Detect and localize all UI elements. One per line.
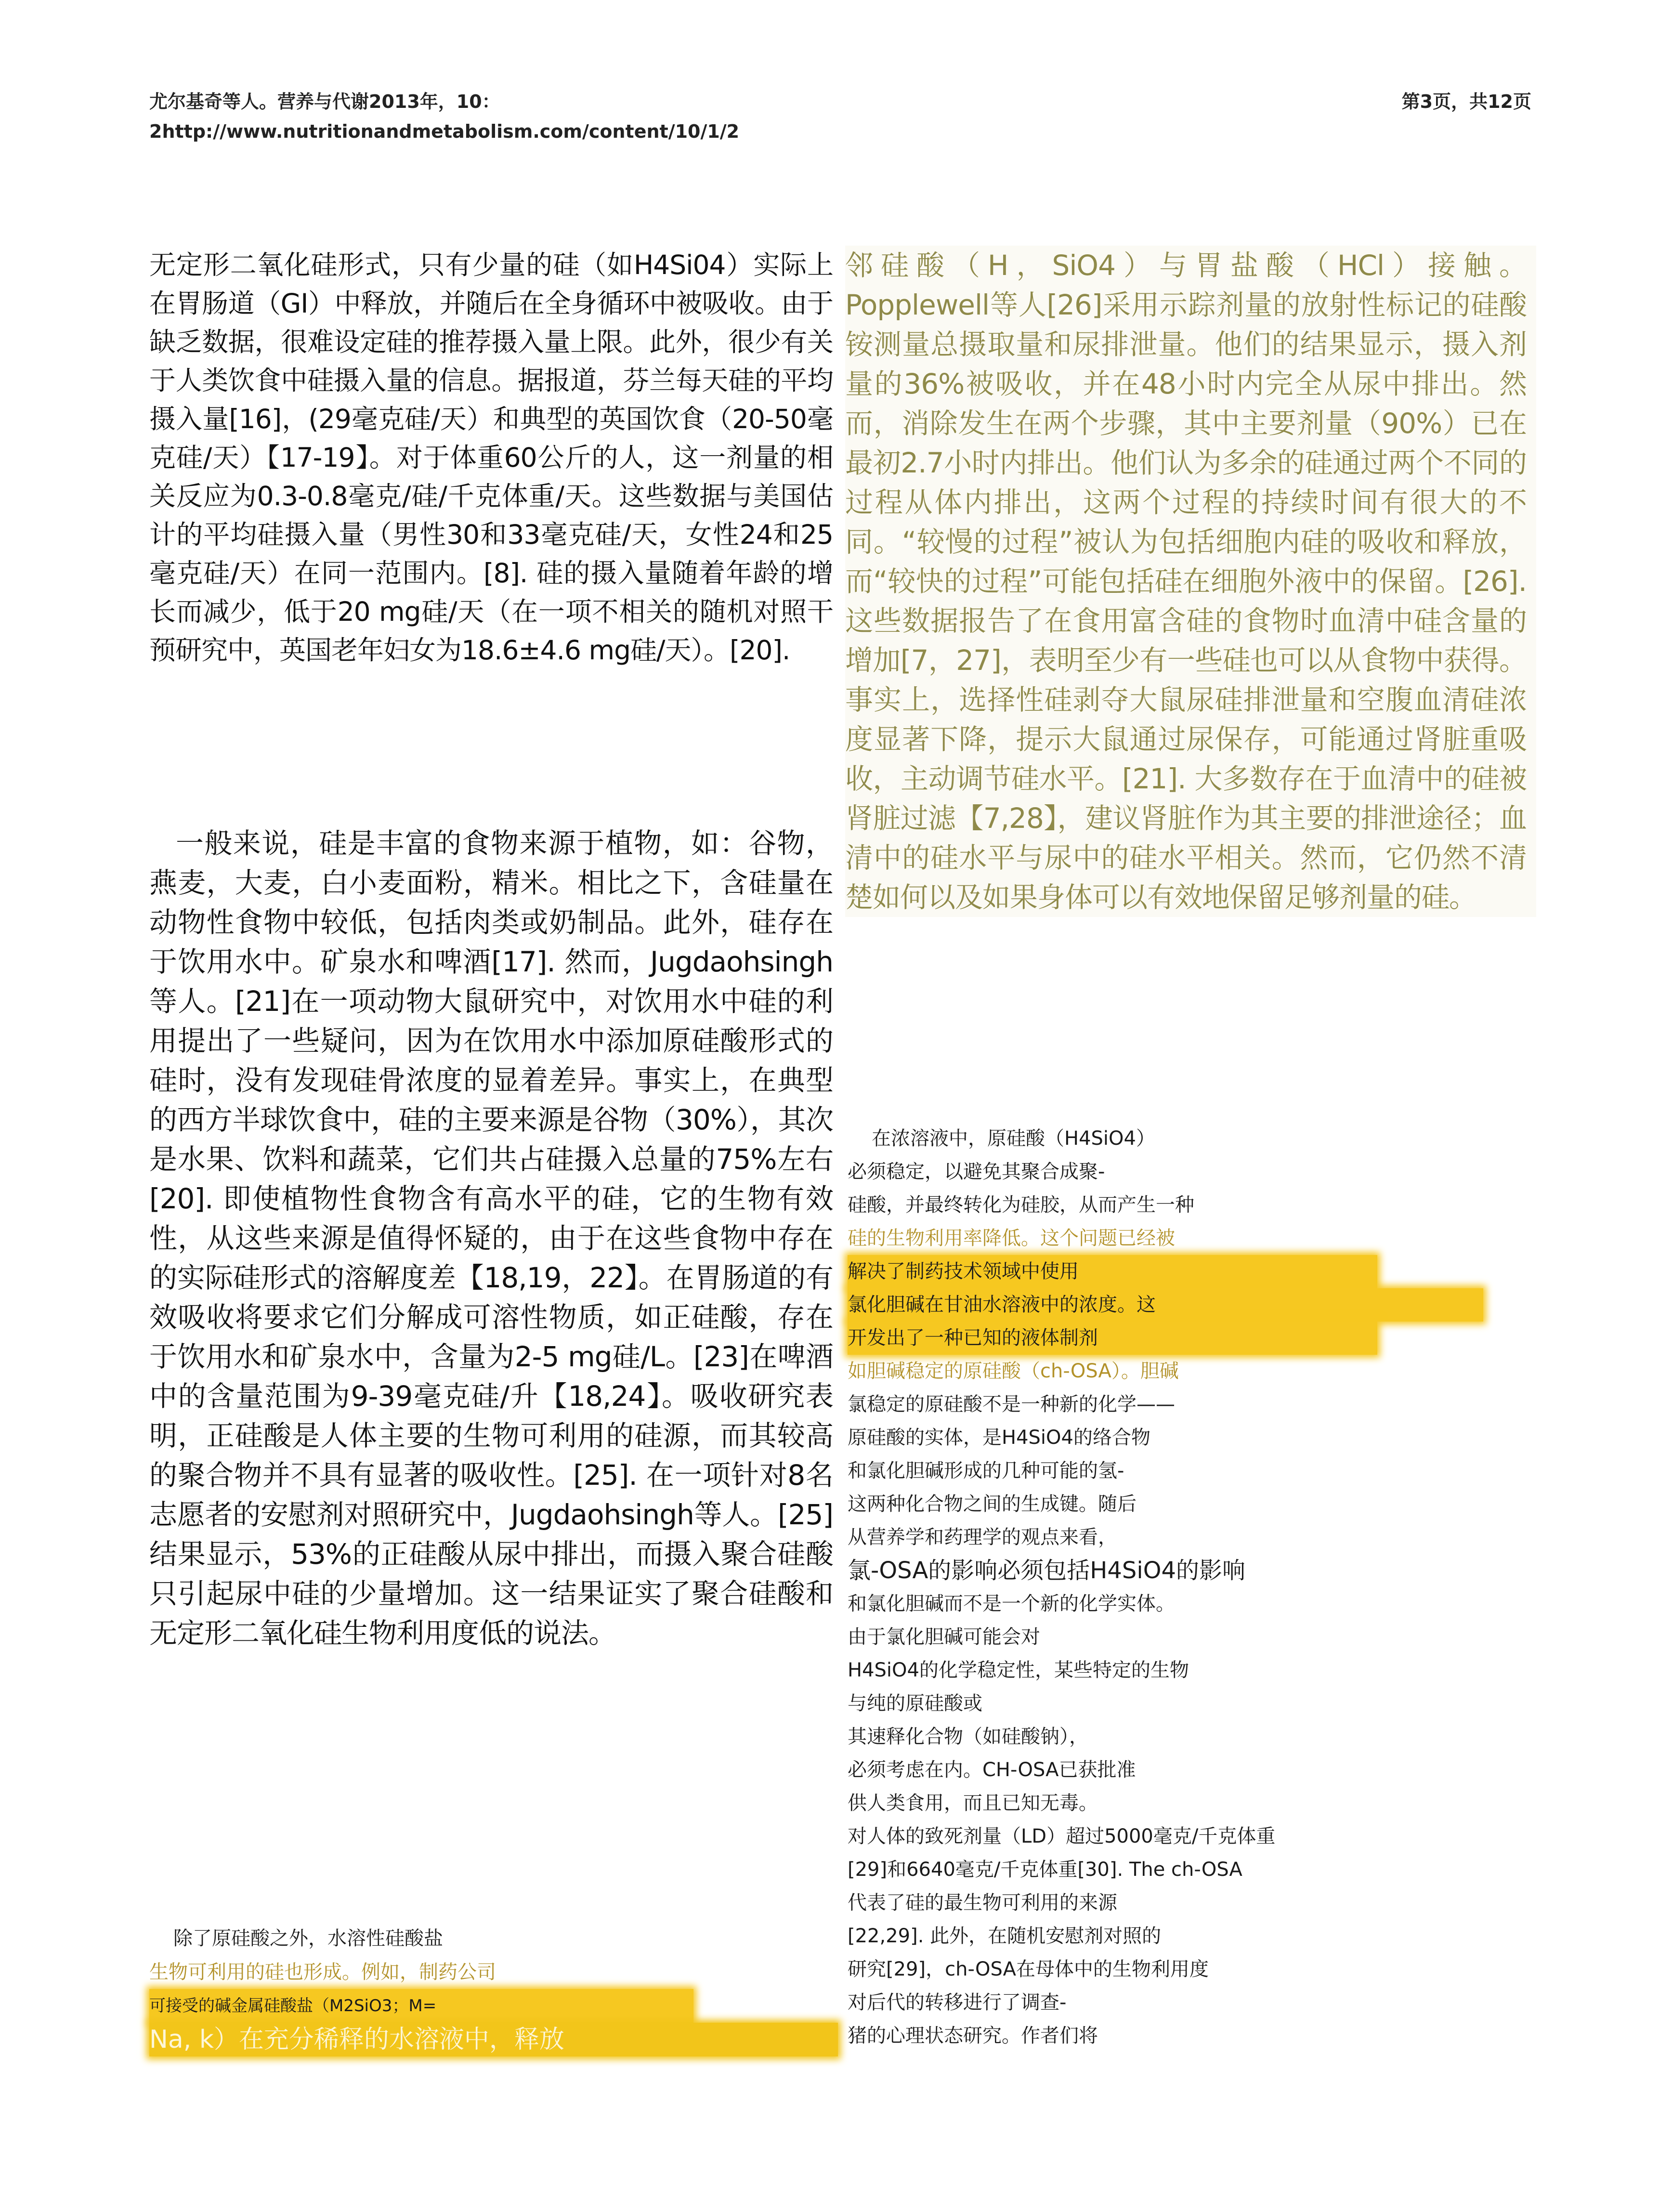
left-column-soluble-silicates [149, 1922, 838, 2056]
text-line: 与纯的原硅酸或 [848, 1692, 982, 1715]
text-line: 猪的心理状态研究。作者们将 [848, 2025, 1098, 2047]
text-line: 在浓溶液中，原硅酸（H4SiO4） [872, 1127, 1155, 1150]
highlighted-text-line: 可接受的碱金属硅酸盐（M2SiO3；M= [149, 1989, 693, 2023]
text-line: 从营养学和药理学的观点来看， [848, 1526, 1117, 1548]
text-line: 硅的生物利用率降低。这个问题已经被 [848, 1227, 1175, 1249]
text-line: 氯-OSA的影响必须包括H4SiO4的影响 [848, 1557, 1246, 1584]
page-number: 第3页，共12页 [1401, 91, 1531, 112]
text-line: 生物可利用的硅也形成。例如，制药公司 [149, 1961, 496, 1983]
text-line: 必须考虑在内。CH-OSA已获批准 [848, 1759, 1136, 1781]
text-line: 对后代的转移进行了调查- [848, 1991, 1067, 2014]
text-line: 和氯化胆碱形成的几种可能的氢- [848, 1460, 1124, 1482]
text-line: 对人体的致死剂量（LD）超过5000毫克/千克体重 [848, 1825, 1276, 1847]
text-line: 这两种化合物之间的生成键。随后 [848, 1493, 1136, 1515]
text-line: 由于氯化胆碱可能会对 [848, 1626, 1040, 1648]
text-line: 和氯化胆碱而不是一个新的化学实体。 [848, 1593, 1175, 1615]
right-column-choline-osa [848, 1122, 1522, 2053]
highlighted-text-line: Na, k）在充分稀释的水溶液中，释放 [149, 2023, 838, 2056]
text-line: H4SiO4的化学稳定性，某些特定的生物 [848, 1659, 1189, 1681]
paragraph-silicon-intake: 无定形二氧化硅形式，只有少量的硅（如H4Si04）实际上在胃肠道（GI）中释放，并随后在全身循环中被吸收。由于缺乏数据，很难设定硅的推荐摄入量上限。此外，很少有关于人类饮食中硅摄入量的信息。据报道，芬兰每天硅的平均摄入量[16]，(29毫克硅/天）和典型的英国饮食（20-50毫克硅/天）【17-19】。对于体重60公斤的人，这一剂量的相关反应为0.3-0.8毫克/硅/千克体重/天。这些数据与美国估计的平均硅摄入量（男性30和33毫克硅/天，女性24和25毫克硅/天）在同一范围内。[8]. 硅的摄入量随着年龄的增长而减少，低于20 mg硅/天（在一项不相关的随机对照干预研究中，英国老年妇女为18.6±4.6 mg硅/天）。[20]. [149, 249, 833, 666]
text-line: 原硅酸的实体，是H4SiO4的络合物 [848, 1427, 1150, 1449]
highlighted-text-line: 氯化胆碱在甘油水溶液中的浓度。这 [848, 1288, 1483, 1322]
paragraph-absorption-excretion: 邻硅酸（H，SiO4）与胃盐酸（HCl）接触。Popplewell等人[26]采用示踪剂量的放射性标记的硅酸铵测量总摄取量和尿排泄量。他们的结果显示，摄入剂量的36%被吸收，并在48小时内完全从尿中排出。然而，消除发生在两个步骤，其中主要剂量（90%）已在最初2.7小时内排出。他们认为多余的硅通过两个不同的过程从体内排出，这两个过程的持续时间有很大的不同。“较慢的过程”被认为包括细胞内硅的吸收和释放，而“较快的过程”可能包括硅在细胞外液中的保留。[26]. 这些数据报告了在食用富含硅的食物时血清中硅含量的增加[7，27]，表明至少有一些硅也可以从食物中获得。事实上，选择性硅剥夺大鼠尿硅排泄量和空腹血清硅浓度显著下降，提示大鼠通过尿保存，可能通过肾脏重吸收，主动调节硅水平。[21]. 大多数存在于血清中的硅被肾脏过滤【7,28】，建议肾脏作为其主要的排泄途径；血清中的硅水平与尿中的硅水平相关。然而，它仍然不清楚如何以及如果身体可以有效地保留足够剂量的硅。 [845, 246, 1536, 917]
text-line: 研究[29]，ch-OSA在母体中的生物利用度 [848, 1958, 1209, 1980]
highlighted-text-line: 解决了制药技术领域中使用 [848, 1255, 1377, 1288]
highlighted-text-line: 开发出了一种已知的液体制剂 [848, 1322, 1377, 1355]
text-line: 代表了硅的最生物可利用的来源 [848, 1892, 1117, 1914]
text-line: 硅酸，并最终转化为硅胶，从而产生一种 [848, 1194, 1194, 1216]
text-line: [22,29]. 此外，在随机安慰剂对照的 [848, 1925, 1162, 1947]
running-header-citation: 尤尔基奇等人。营养与代谢2013年，10：2http://www.nutritionandmetabolism.com/content/10/1/2 [149, 91, 740, 142]
text-line: 如胆碱稳定的原硅酸（ch-OSA）。胆碱 [848, 1360, 1179, 1382]
text-line: 除了原硅酸之外，水溶性硅酸盐 [173, 1927, 443, 1950]
text-line: 其速释化合物（如硅酸钠）， [848, 1726, 1088, 1748]
text-line: 供人类食用，而且已知无毒。 [848, 1792, 1098, 1814]
paragraph-food-sources: 一般来说，硅是丰富的食物来源于植物，如：谷物，燕麦，大麦，白小麦面粉，精米。相比之下，含硅量在动物性食物中较低，包括肉类或奶制品。此外，硅存在于饮用水中。矿泉水和啤酒[17]. 然而，Jugdaohsingh等人。[21]在一项动物大鼠研究中，对饮用水中硅的利用提出了一些疑问，因为在饮用水中添加原硅酸形式的硅时，没有发现硅骨浓度的显着差异。事实上，在典型的西方半球饮食中，硅的主要来源是谷物（30%），其次是水果、饮料和蔬菜，它们共占硅摄入总量的75%左右[20]. 即使植物性食物含有高水平的硅，它的生物有效性，从这些来源是值得怀疑的，由于在这些食物中存在的实际硅形式的溶解度差【18,19，22】。在胃肠道的有效吸收将要求它们分解成可溶性物质，如正硅酸，存在于饮用水和矿泉水中，含量为2-5 mg硅/L。[23]在啤酒中的含量范围为9-39毫克硅/升【18,24】。吸收研究表明，正硅酸是人体主要的生物可利用的硅源，而其较高的聚合物并不具有显著的吸收性。[25]. 在一项针对8名志愿者的安慰剂对照研究中，Jugdaohsingh等人。[25]结果显示，53%的正硅酸从尿中排出，而摄入聚合硅酸只引起尿中硅的少量增加。这一结果证实了聚合硅酸和无定形二氧化硅生物利用度低的说法。 [149, 827, 833, 1649]
text-line: 必须稳定，以避免其聚合成聚- [848, 1161, 1105, 1183]
text-line: 氯稳定的原硅酸不是一种新的化学—— [848, 1393, 1175, 1415]
text-line: [29]和6640毫克/千克体重[30]. The ch-OSA [848, 1859, 1242, 1881]
